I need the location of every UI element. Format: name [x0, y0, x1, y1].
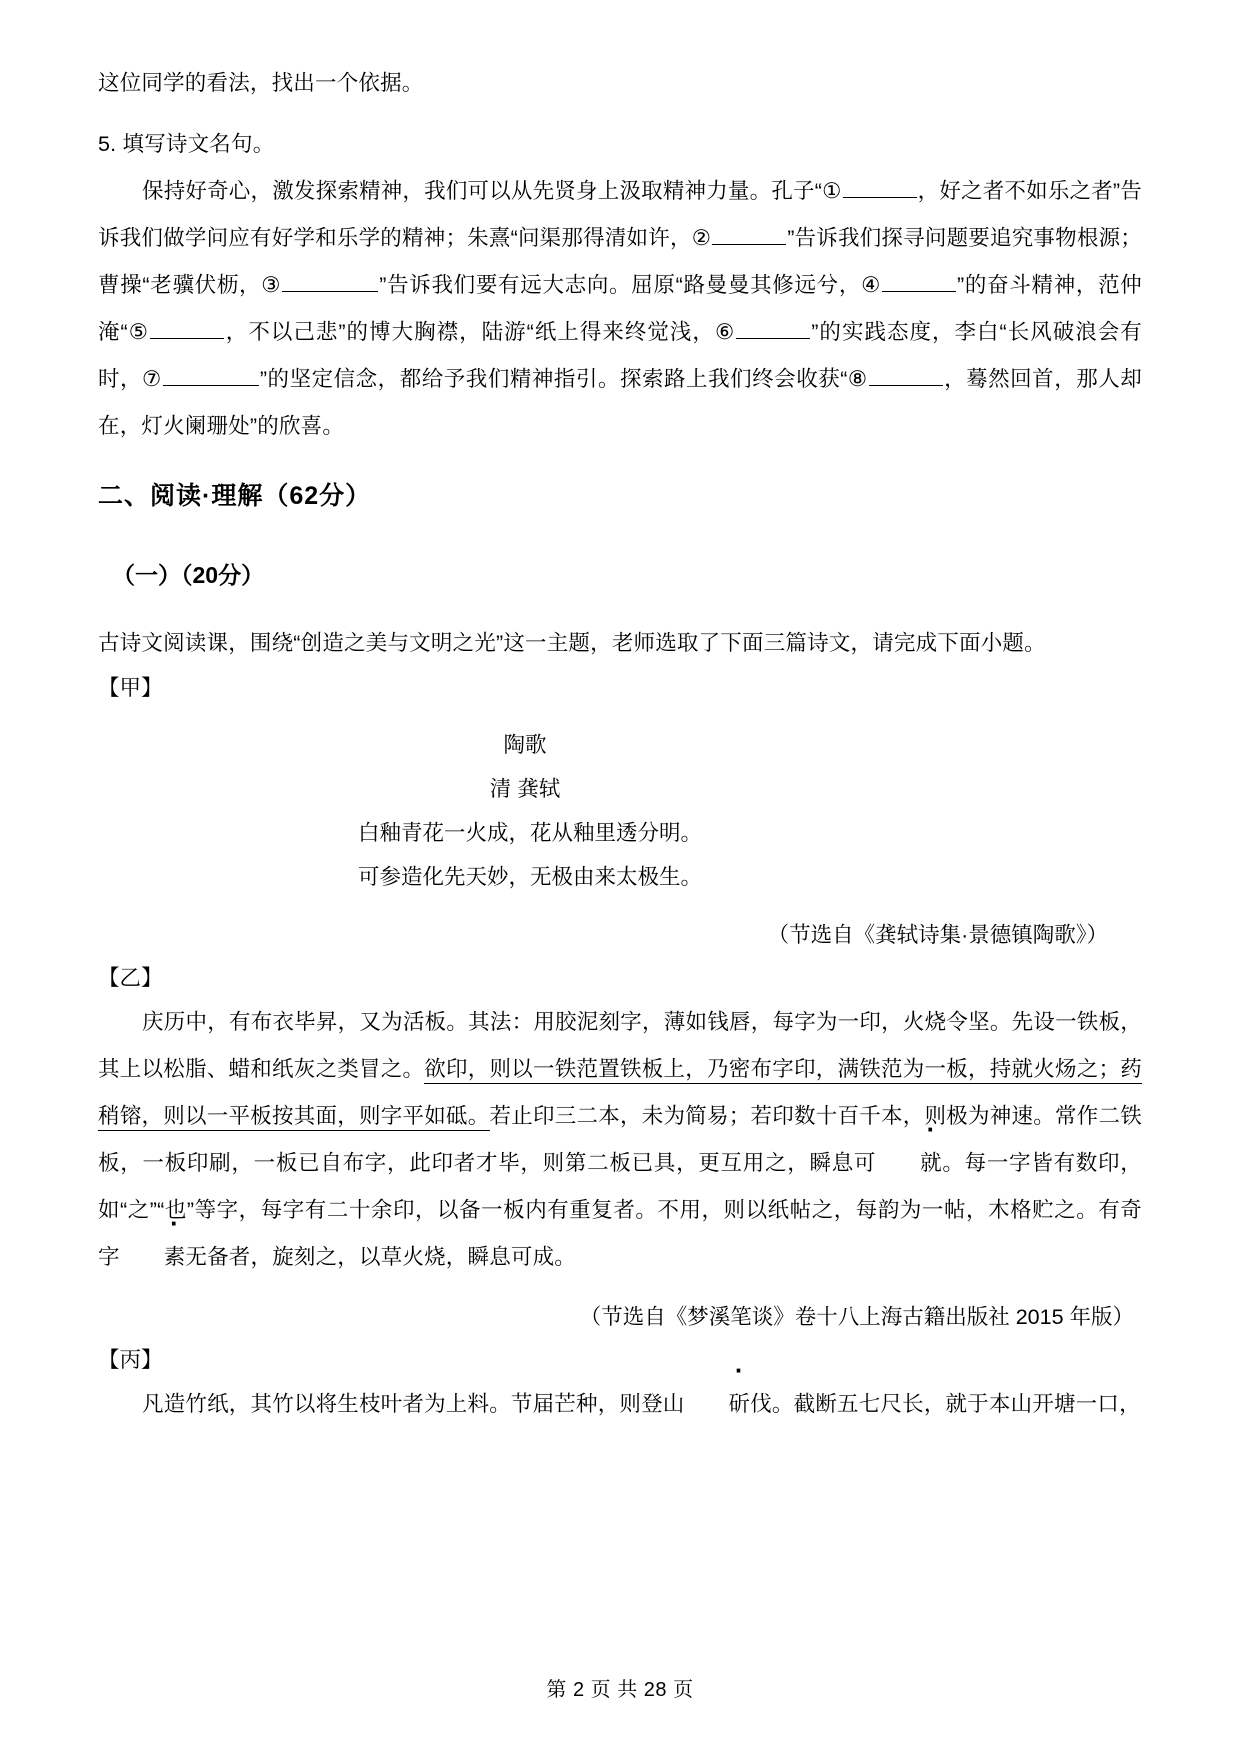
- yi-text-part2b: 。每一字皆有数印，如“之”“也”等字，每字有二十余印，以备一板内有重复者。不用，则以纸帖之，每韵为一帖，木格贮之。有奇字: [98, 1151, 1142, 1269]
- answer-blank-7[interactable]: [163, 365, 259, 386]
- page-footer: 第 2 页 共 28 页: [546, 1679, 694, 1701]
- section-2-heading: 二、阅读·理解（62分）: [98, 482, 372, 510]
- question-5-title: 5. 填写诗文名句。: [98, 132, 275, 156]
- yi-text-part2c: 无备者，旋刻之，以草火烧，瞬息可成。: [185, 1245, 577, 1269]
- spacer: [98, 899, 1142, 913]
- q5-seg-5: ”的奋斗精神，范仲淹“⑤: [98, 273, 1142, 344]
- poem-author: 清 龚轼: [489, 777, 561, 801]
- yi-dotted-char-su: 素: [163, 1245, 186, 1269]
- spacer: [98, 1281, 1142, 1295]
- answer-blank-1[interactable]: [843, 177, 917, 198]
- passage-yi-body: [98, 999, 1142, 1281]
- q5-seg-9: ，蓦然回首，那人却在，灯火阑珊处”的欣喜。: [98, 367, 1142, 438]
- bing-text-a: 凡造竹纸，其竹以将生枝叶者为上料。节届芒种，则登山: [142, 1392, 685, 1416]
- bing-text-b: 伐。截断五七尺长，就于本山开塘一口，: [750, 1392, 1141, 1416]
- passage-bing-label: 【丙】: [98, 1348, 163, 1372]
- q5-seg-3: ”告诉我们探寻问题要追究事物根源；曹操“老骥伏枥，③: [98, 226, 1142, 297]
- spacer: [98, 594, 1142, 620]
- subsection-1-heading: （一）（20分）: [112, 562, 265, 588]
- q5-seg-7: ”的实践态度，李白“长风破浪会有时，⑦: [98, 320, 1142, 391]
- q5-seg-8: ”的坚定信念，都给予我们精神指引。探索路上我们终会收获“⑧: [259, 367, 868, 391]
- passage-yi-label: 【乙】: [98, 966, 163, 990]
- passage-jia-label: 【甲】: [98, 676, 163, 700]
- question-5-body: [98, 168, 1142, 450]
- bing-dotted-char-zhuo: 斫: [728, 1392, 751, 1416]
- q5-seg-2: ，好之者不如乐之者”告诉我们做学问应有好学和乐学的精神；朱熹“问渠那得清如许，②: [98, 179, 1142, 250]
- spacer: [98, 107, 1142, 121]
- yi-underlined-sentence: 欲印，则以一铁范置铁板上，乃密布字印，满铁范为一板，持就火炀之；药稍镕，则以一平板按其面，则字平如砥。: [98, 1057, 1142, 1131]
- answer-blank-4[interactable]: [882, 271, 956, 292]
- passage-jia-source: （节选自《龚轼诗集·景德镇陶歌》）: [767, 923, 1108, 947]
- poem-line-1: 白釉青花一火成，花从釉里透分明。: [357, 821, 702, 845]
- answer-blank-3[interactable]: [282, 271, 378, 292]
- reading-intro-text: 古诗文阅读课，围绕“创造之美与文明之光”这一主题，老师选取了下面三篇诗文，请完成下面小题。: [98, 631, 1046, 655]
- poem-title: 陶歌: [503, 733, 547, 757]
- q5-seg-6: ，不以己悲”的博大胸襟，陆游“纸上得来终觉浅，⑥: [224, 320, 736, 344]
- answer-blank-2[interactable]: [712, 224, 786, 245]
- answer-blank-8[interactable]: [869, 365, 943, 386]
- answer-blank-6[interactable]: [736, 318, 810, 339]
- yi-text-part2a: 若止印三二本，未为简易；若印数十百千本，则极为神速。常作二铁板，一板印刷，一板已自布字，此印者才毕，则第二板已具，更互用之，瞬息可: [98, 1104, 1142, 1175]
- poem-line-2: 可参造化先天妙，无极由来太极生。: [357, 865, 702, 889]
- answer-blank-5[interactable]: [150, 318, 224, 339]
- spacer: [98, 516, 1142, 556]
- yi-dotted-char-jiu: 就: [920, 1151, 942, 1175]
- q5-seg-4: ”告诉我们要有远大志向。屈原“路曼曼其修远兮，④: [379, 273, 882, 297]
- spacer: [98, 450, 1142, 476]
- q5-seg-1: 保持好奇心，激发探索精神，我们可以从先贤身上汲取精神力量。孔子“①: [142, 179, 842, 203]
- passage-yi-source: （节选自《梦溪笔谈》卷十八上海古籍出版社 2015 年版）: [579, 1305, 1134, 1329]
- spacer: [98, 709, 1142, 723]
- continued-question-text: 这位同学的看法，找出一个依据。: [98, 71, 424, 95]
- passage-bing-body: [98, 1381, 1142, 1428]
- yi-text-part1: 庆历中，有布衣毕昇，又为活板。其法：用胶泥刻字，薄如钱唇，每字为一印，火烧令坚。先设一铁板，其上以松脂、蜡和纸灰之类冒之。: [98, 1010, 1142, 1081]
